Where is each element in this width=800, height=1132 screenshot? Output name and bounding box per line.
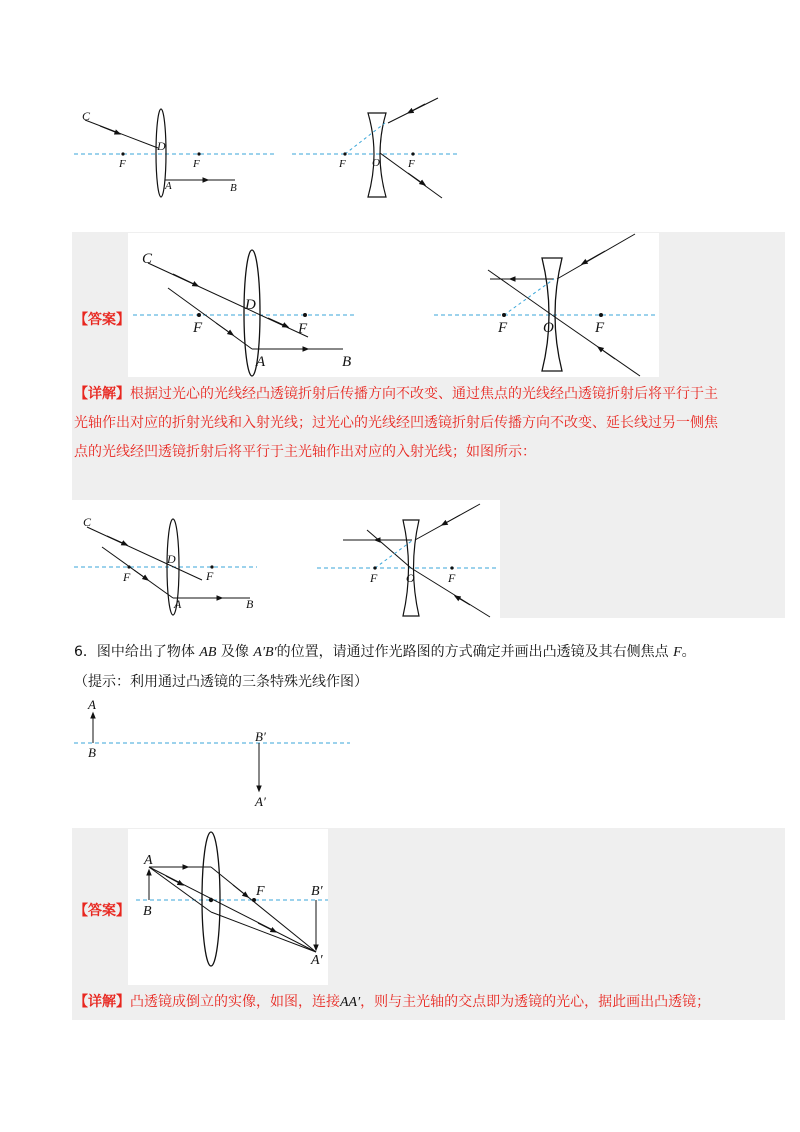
- answer-label-1: 【答案】: [74, 312, 130, 328]
- svg-text:C: C: [142, 251, 153, 267]
- svg-text:A: A: [174, 597, 182, 611]
- svg-text:B′: B′: [255, 729, 266, 744]
- svg-text:O: O: [372, 157, 380, 169]
- q5-convex-figure: [60, 95, 280, 205]
- label-a: A: [165, 180, 172, 192]
- svg-text:A: A: [144, 853, 153, 868]
- q6-text: 6．图中给出了物体 AB 及像 A′B′的位置，请通过作光路图的方式确定并画出凸透镜及其右侧焦点 F。: [74, 644, 696, 660]
- label-c: C: [82, 109, 91, 123]
- svg-text:A: A: [88, 697, 96, 712]
- svg-text:A′: A′: [311, 953, 323, 968]
- detail1-convex-figure: [72, 510, 272, 620]
- svg-text:B: B: [342, 354, 352, 370]
- svg-text:C: C: [83, 515, 92, 529]
- svg-text:D: D: [167, 552, 176, 566]
- q6-figure: [72, 695, 372, 815]
- answer1-concave-figure: [430, 233, 660, 378]
- svg-text:F: F: [408, 158, 415, 170]
- svg-text:O: O: [543, 320, 554, 336]
- svg-text:F: F: [298, 321, 308, 337]
- svg-text:B: B: [246, 597, 254, 611]
- detail1-concave-figure: [315, 504, 500, 618]
- detail-text-1: 【详解】根据过光心的光线经凸透镜折射后传播方向不改变、通过焦点的光线经凸透镜折射后将平行于主 光轴作出对应的折射光线和入射光线；过光心的光线经凹透镜折射后传播方向不改变、延长线过另一侧焦 点的光线经凹透镜折射后将平行于主光轴作出对应的入射光线；如图所示：: [74, 386, 718, 460]
- label-b: B: [230, 182, 237, 194]
- svg-text:F: F: [206, 569, 214, 583]
- svg-text:F: F: [370, 571, 378, 585]
- label-f-right: F: [193, 158, 200, 170]
- q5-concave-figure: [290, 95, 460, 205]
- svg-text:B: B: [143, 904, 152, 919]
- q6-hint: （提示：利用通过凸透镜的三条特殊光线作图）: [74, 674, 368, 690]
- answer1-convex-figure: [128, 233, 368, 378]
- svg-text:D: D: [245, 297, 256, 313]
- svg-text:A′: A′: [255, 794, 266, 809]
- svg-text:B: B: [88, 745, 96, 760]
- svg-text:F: F: [595, 320, 605, 336]
- label-d: D: [157, 139, 166, 153]
- svg-text:F: F: [339, 158, 346, 170]
- label-f-left: F: [119, 158, 126, 170]
- ray-c-d: [85, 120, 158, 148]
- svg-text:F: F: [498, 320, 508, 336]
- detail-text-2: 【详解】凸透镜成倒立的实像，如图，连接AA′，则与主光轴的交点即为透镜的光心，据此画出凸透镜；: [74, 994, 711, 1010]
- svg-text:F: F: [256, 884, 265, 899]
- svg-text:F: F: [193, 320, 203, 336]
- svg-text:F: F: [448, 571, 456, 585]
- answer-label-2: 【答案】: [74, 903, 130, 919]
- svg-text:B′: B′: [311, 884, 323, 899]
- svg-text:A: A: [256, 354, 266, 370]
- answer2-figure: [128, 829, 328, 985]
- svg-text:O: O: [406, 571, 415, 585]
- svg-text:F: F: [123, 570, 131, 584]
